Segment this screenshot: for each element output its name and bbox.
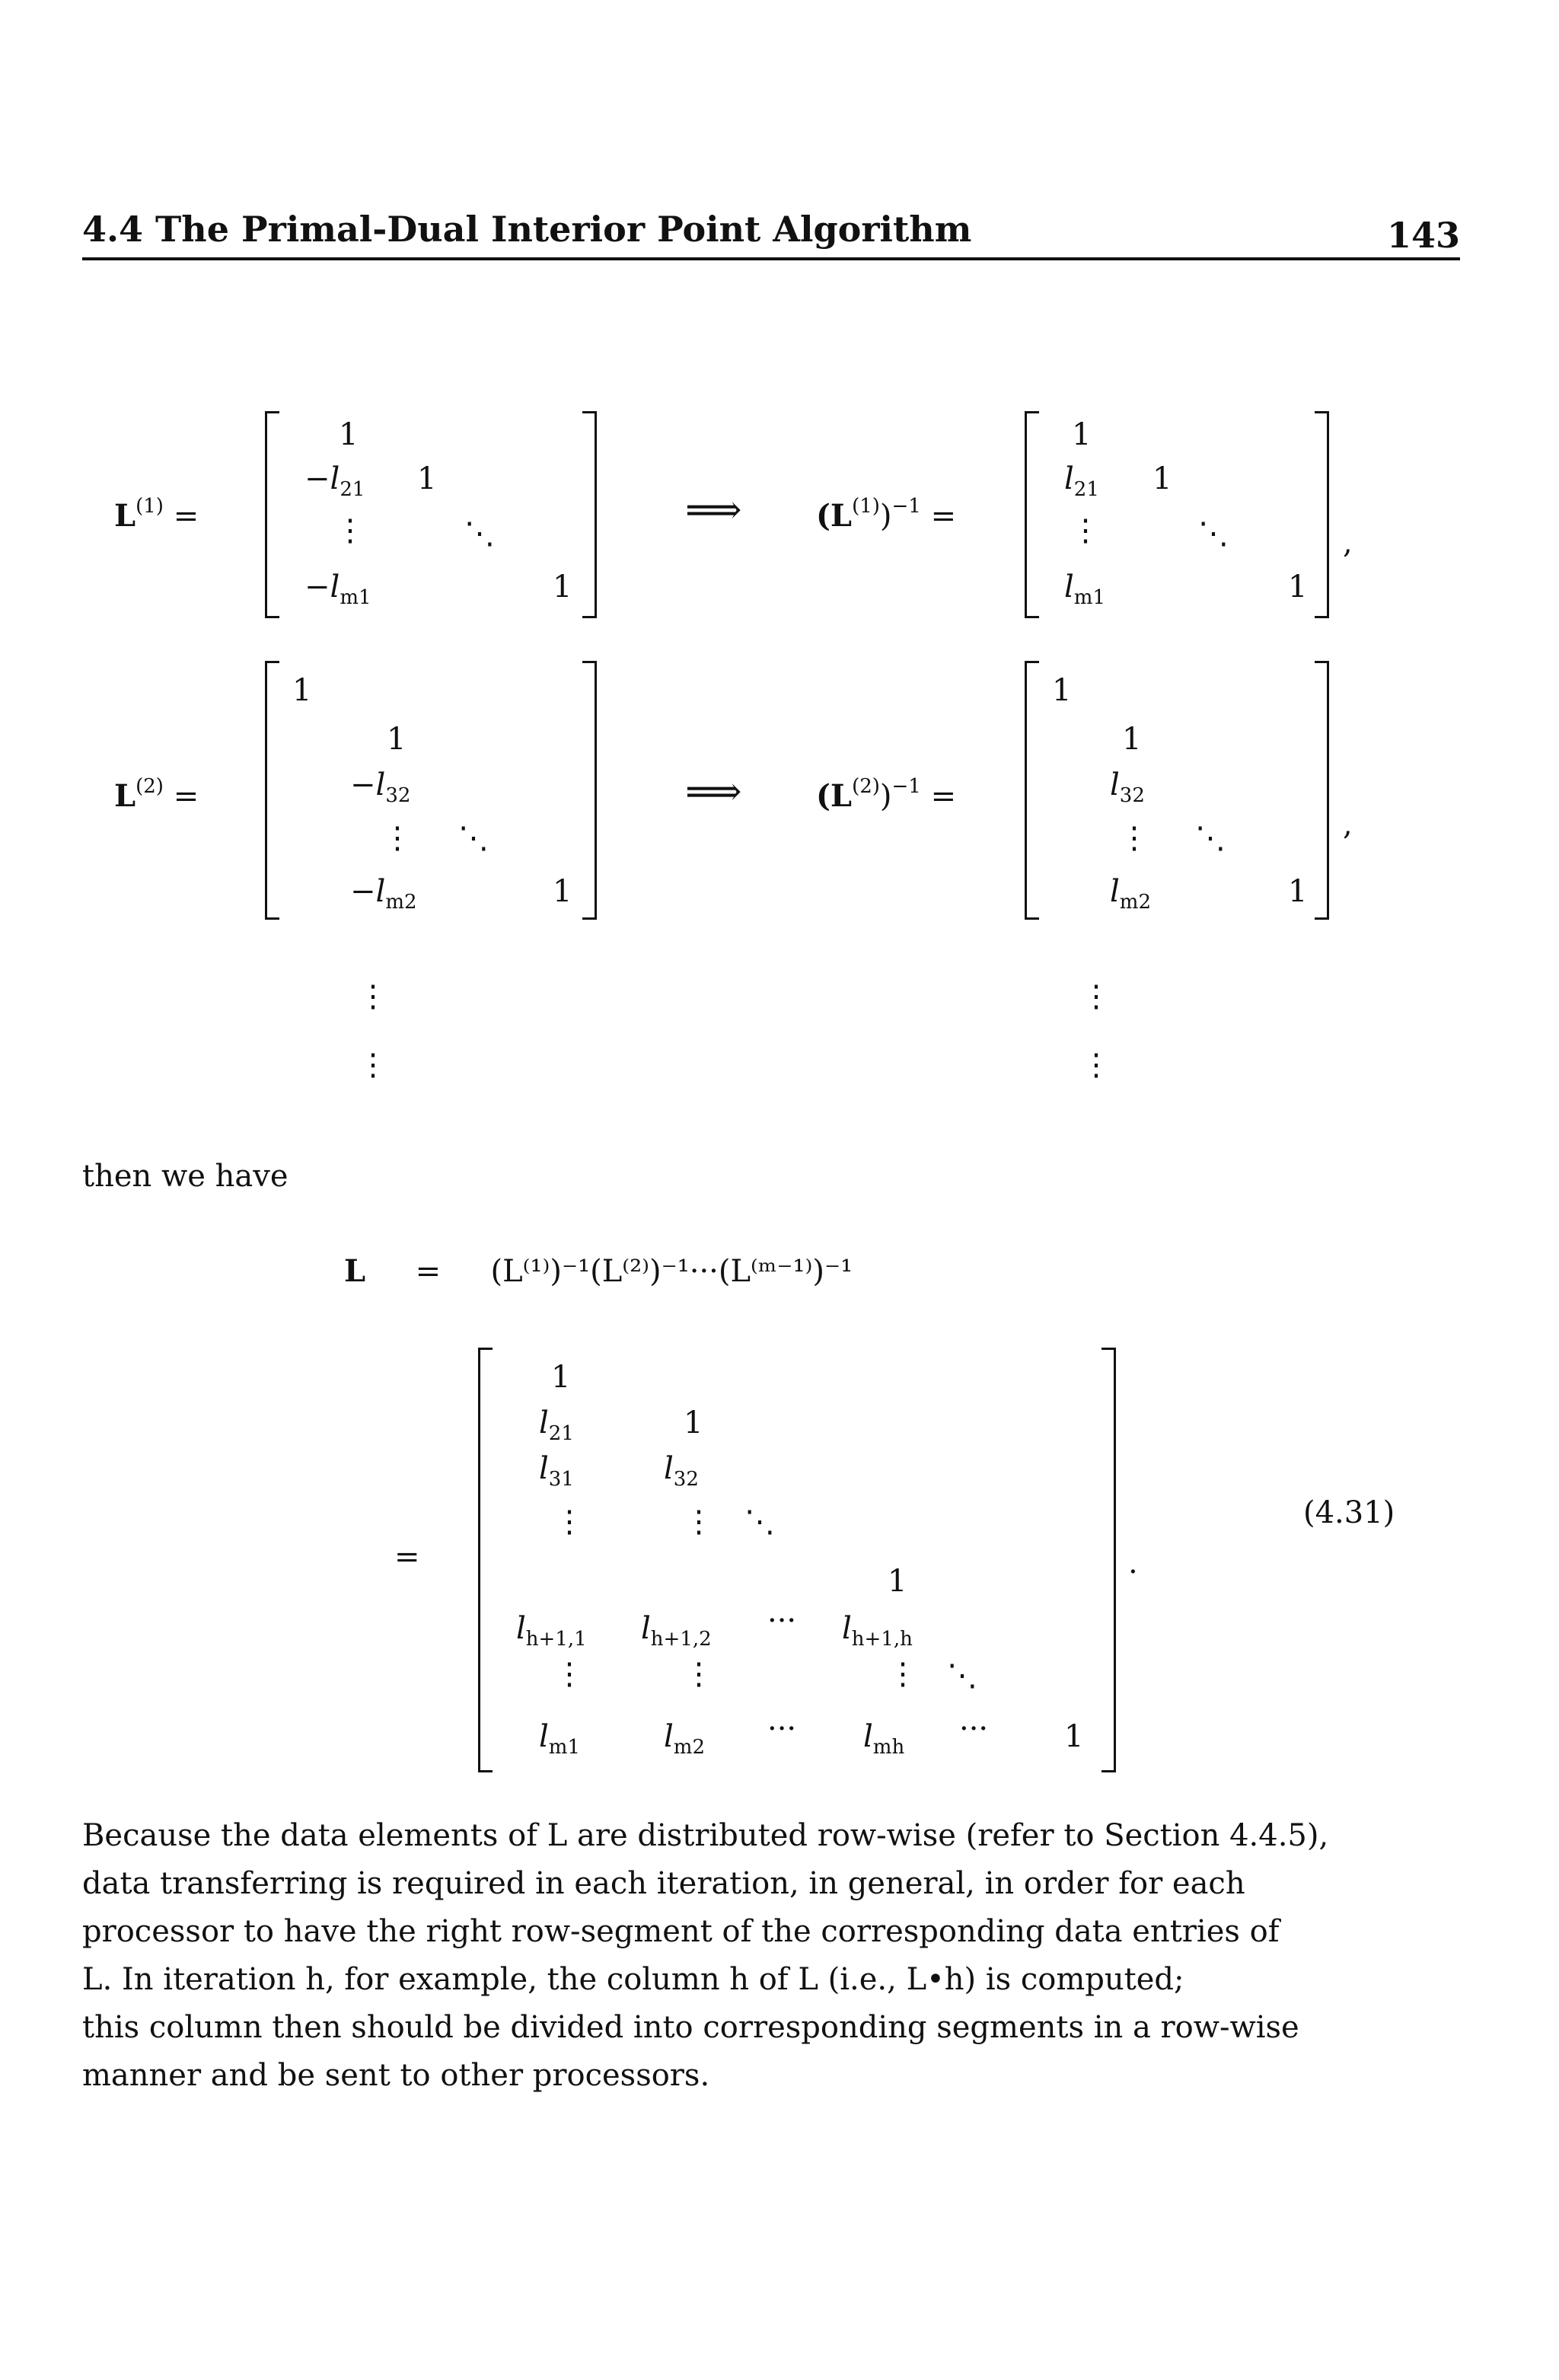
matrix-entry: 1 xyxy=(292,673,312,708)
page-number: 143 xyxy=(1386,215,1460,256)
vdots: ⋮ xyxy=(382,821,413,856)
matrix-entry: $l_{21}$ xyxy=(539,1405,574,1445)
bracket-right xyxy=(1315,661,1329,920)
ddots: ⋱ xyxy=(1198,516,1229,551)
matrix-entry: 1 xyxy=(1122,722,1142,757)
bracket-left xyxy=(1025,661,1039,920)
matrix-entry: $l_{32}$ xyxy=(664,1451,699,1491)
paragraph-line: data transferring is required in each iteration, in general, in order for each xyxy=(82,1866,1245,1901)
matrix-entry: 1 xyxy=(551,1360,571,1395)
matrix-entry: 1 xyxy=(553,569,572,605)
matrix-l2-inverse xyxy=(1025,661,1329,920)
matrix-l2 xyxy=(265,661,597,920)
bracket-right xyxy=(582,411,597,618)
paragraph-line: manner and be sent to other processors. xyxy=(82,2058,710,2093)
bracket-left xyxy=(265,661,279,920)
matrix-entry: $l_{21}$ xyxy=(1064,461,1099,501)
bracket-right xyxy=(1315,411,1329,618)
bracket-left xyxy=(1025,411,1039,618)
bracket-left xyxy=(265,411,279,618)
comma: , xyxy=(1343,525,1353,560)
matrix-entry: $-l_{21}$ xyxy=(304,461,365,501)
vdots: ⋮ xyxy=(335,513,365,548)
implies-arrow: ⟹ xyxy=(685,487,742,533)
matrix-entry: 1 xyxy=(684,1405,703,1440)
bracket-right xyxy=(582,661,597,920)
matrix-entry: 1 xyxy=(553,874,572,909)
matrix-entry: $l_{h+1,h}$ xyxy=(842,1611,913,1651)
vdots: ⋮ xyxy=(554,1504,585,1539)
cdots: ··· xyxy=(767,1603,797,1638)
vdots: ⋮ xyxy=(1119,821,1149,856)
vdots: ⋮ xyxy=(684,1504,714,1539)
matrix-entry: $l_{m2}$ xyxy=(1110,874,1151,914)
body-paragraph xyxy=(82,1812,1463,2100)
ddots: ⋱ xyxy=(744,1504,775,1539)
bracket-left xyxy=(478,1348,493,1772)
matrix-entry: $-l_{m2}$ xyxy=(350,874,417,914)
equation-number: (4.31) xyxy=(1303,1495,1395,1530)
bracket-right xyxy=(1102,1348,1116,1772)
inv1-label: $(L^{(1)})^{-1}$ = xyxy=(816,495,957,534)
matrix-l1 xyxy=(265,411,597,618)
matrix-entry: 1 xyxy=(1288,569,1308,605)
continuation-vdots: ⋮ xyxy=(1081,1048,1111,1083)
vdots: ⋮ xyxy=(684,1657,714,1692)
matrix-entry: $l_{m1}$ xyxy=(539,1719,580,1759)
matrix-entry: 1 xyxy=(417,461,437,496)
comma: , xyxy=(1343,807,1353,842)
ddots: ⋱ xyxy=(1195,821,1226,856)
vdots: ⋮ xyxy=(888,1657,918,1692)
implies-arrow: ⟹ xyxy=(685,769,742,815)
continuation-vdots: ⋮ xyxy=(1081,979,1111,1014)
matrix-entry: 1 xyxy=(1064,1719,1084,1754)
matrix-entry: $l_{m1}$ xyxy=(1064,569,1105,609)
matrix-entry: 1 xyxy=(1072,417,1092,452)
paragraph-line: processor to have the right row-segment of the corresponding data entries of xyxy=(82,1914,1280,1949)
inv2-label: $(L^{(2)})^{-1}$ = xyxy=(816,775,957,814)
matrix-entry: $-l_{32}$ xyxy=(350,767,411,807)
equals-sign: = xyxy=(394,1539,420,1574)
matrix-entry: 1 xyxy=(339,417,359,452)
matrix-entry: 1 xyxy=(1288,874,1308,909)
matrix-l1-inverse xyxy=(1025,411,1329,618)
vdots: ⋮ xyxy=(554,1657,585,1692)
matrix-entry: 1 xyxy=(888,1564,907,1599)
continuation-vdots: ⋮ xyxy=(358,979,388,1014)
matrix-entry: $l_{31}$ xyxy=(539,1451,574,1491)
paragraph-line: L. In iteration h, for example, the column h of L (i.e., L•h) is computed; xyxy=(82,1962,1184,1997)
section-title: 4.4 The Primal-Dual Interior Point Algorithm xyxy=(82,209,972,250)
cdots: ··· xyxy=(959,1712,989,1747)
continuation-vdots: ⋮ xyxy=(358,1048,388,1083)
ddots: ⋱ xyxy=(947,1658,977,1693)
cdots: ··· xyxy=(767,1712,797,1747)
matrix-entry: $-l_{m1}$ xyxy=(304,569,371,609)
matrix-entry: $l_{h+1,1}$ xyxy=(516,1611,587,1651)
l-equals-product: L = (L⁽¹⁾)⁻¹(L⁽²⁾)⁻¹···(L⁽ᵐ⁻¹⁾)⁻¹ xyxy=(344,1253,853,1289)
matrix-entry: $l_{mh}$ xyxy=(863,1719,905,1759)
matrix-entry: 1 xyxy=(1153,461,1172,496)
running-head xyxy=(82,206,1460,260)
paragraph-line: this column then should be divided into corresponding segments in a row-wise xyxy=(82,2010,1299,2045)
matrix-l-final xyxy=(478,1348,1116,1772)
l1-label: $L^{(1)}$ = xyxy=(114,495,199,534)
ddots: ⋱ xyxy=(464,516,495,551)
matrix-entry: $l_{32}$ xyxy=(1110,767,1145,807)
l2-label: $L^{(2)}$ = xyxy=(114,775,199,814)
matrix-entry: 1 xyxy=(387,722,406,757)
vdots: ⋮ xyxy=(1070,513,1101,548)
paragraph-line: Because the data elements of L are distributed row-wise (refer to Section 4.4.5), xyxy=(82,1818,1329,1853)
matrix-entry: 1 xyxy=(1052,673,1072,708)
ddots: ⋱ xyxy=(458,821,489,856)
period: . xyxy=(1128,1546,1138,1581)
matrix-entry: $l_{h+1,2}$ xyxy=(641,1611,712,1651)
matrix-entry: $l_{m2}$ xyxy=(664,1719,705,1759)
then-we-have: then we have xyxy=(82,1159,289,1194)
